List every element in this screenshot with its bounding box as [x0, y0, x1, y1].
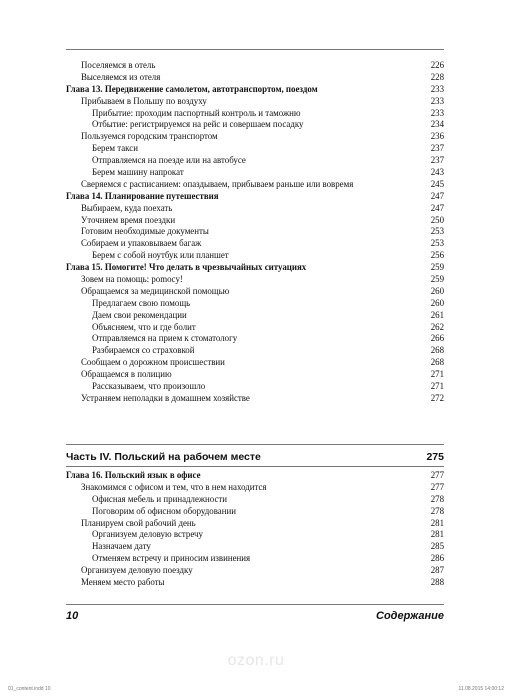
- part-rule-top: [66, 444, 444, 445]
- toc-entry-title: Рассказываем, что произошло: [92, 381, 206, 392]
- toc-entry: [66, 143, 444, 155]
- toc-entry-page: 285: [430, 541, 444, 552]
- toc-entry: [66, 506, 444, 518]
- toc-entry-title: Разбираемся со страховкой: [92, 345, 195, 356]
- toc-entry-page: 261: [430, 309, 444, 320]
- part-heading: [66, 450, 444, 464]
- toc-entry-title: Выбираем, куда поехать: [81, 202, 173, 213]
- toc-entry: [66, 238, 444, 250]
- toc-entry-title: Глава 16. Польский язык в офисе: [66, 470, 201, 480]
- toc-entry-page: 281: [430, 517, 444, 528]
- toc-entry-title: Поселяемся в отель: [81, 60, 156, 70]
- toc-entry-title: Готовим необходимые документы: [81, 226, 209, 237]
- toc-entry: [66, 541, 444, 553]
- toc-chapter-entry: [66, 262, 444, 274]
- toc-entry-page: 278: [430, 493, 444, 504]
- toc-entry-page: 277: [430, 470, 444, 480]
- toc-chapter-entry: [66, 191, 444, 203]
- toc-entry-page: 272: [430, 392, 444, 403]
- toc-entry: [66, 529, 444, 541]
- footer-rule: [66, 604, 444, 605]
- toc-entry-title: Обращаемся в полицию: [81, 369, 172, 380]
- toc-entry: [66, 565, 444, 577]
- toc-entry-title: Предлагаем свою помощь: [92, 297, 191, 308]
- footer-section-title: Содержание: [376, 610, 444, 622]
- toc-entry-page: 271: [430, 369, 444, 380]
- toc-entry-page: 233: [430, 83, 444, 94]
- toc-entry-page: 278: [430, 505, 444, 516]
- toc-entry-title: Отправляемся на прием к стоматологу: [92, 333, 238, 344]
- part-page-number: 275: [426, 451, 444, 463]
- toc-entry-title: Собираем и упаковываем багаж: [81, 238, 202, 249]
- toc-entry-title: Сверяемся с расписанием: опаздываем, прибываем раньше или вовремя: [81, 178, 354, 189]
- toc-entry: [66, 286, 444, 298]
- toc-entry-page: 259: [430, 262, 444, 273]
- toc-chapter-entry: [66, 470, 444, 482]
- toc-entry-title: Отменяем встречу и приносим извинения: [92, 553, 251, 564]
- toc-entry-page: 234: [430, 119, 444, 130]
- toc-entry-page: 260: [430, 297, 444, 308]
- toc-entry-title: Знакомимся с офисом и тем, что в нем находится: [81, 481, 267, 492]
- toc-entry: [66, 310, 444, 322]
- toc-block-chapter-16: [66, 470, 444, 589]
- toc-chapter-entry: [66, 84, 444, 96]
- toc-entry-page: 233: [430, 95, 444, 106]
- toc-entry-page: 287: [430, 565, 444, 576]
- toc-entry: [66, 333, 444, 345]
- toc-entry-page: 286: [430, 553, 444, 564]
- toc-entry-page: 243: [430, 167, 444, 178]
- toc-entry: [66, 72, 444, 84]
- toc-entry-page: 250: [430, 214, 444, 225]
- toc-entry: [66, 494, 444, 506]
- toc-entry-page: 281: [430, 529, 444, 540]
- toc-entry-title: Уточняем время поездки: [81, 214, 176, 225]
- toc-entry-title: Прибываем в Польшу по воздуху: [81, 95, 207, 106]
- toc-block-chapters-13-15: [66, 60, 444, 405]
- toc-entry: [66, 60, 444, 72]
- toc-entry: [66, 119, 444, 131]
- toc-entry-page: 268: [430, 345, 444, 356]
- toc-entry-title: Выселяемся из отеля: [81, 71, 161, 82]
- toc-entry-title: Даем свои рекомендации: [92, 309, 187, 320]
- toc-entry: [66, 203, 444, 215]
- toc-entry: [66, 155, 444, 167]
- part-rule-bottom: [66, 466, 444, 467]
- watermark: ozon.ru: [227, 652, 285, 669]
- toc-entry-title: Обращаемся за медицинской помощью: [81, 285, 230, 296]
- toc-entry-page: 262: [430, 321, 444, 332]
- part-title: Часть IV. Польский на рабочем месте: [66, 451, 261, 463]
- toc-entry-title: Берем с собой ноутбук или планшет: [92, 250, 229, 261]
- toc-entry-title: Поговорим об офисном оборудовании: [92, 505, 236, 516]
- toc-entry-page: 247: [430, 190, 444, 201]
- top-rule: [66, 49, 444, 50]
- toc-entry-page: 271: [430, 381, 444, 392]
- toc-entry: [66, 518, 444, 530]
- toc-entry: [66, 482, 444, 494]
- toc-entry: [66, 167, 444, 179]
- toc-entry: [66, 250, 444, 262]
- toc-entry-title: Глава 13. Передвижение самолетом, автотранспортом, поездом: [66, 83, 318, 94]
- toc-entry-title: Зовем на помощь: pomocy!: [81, 274, 183, 285]
- toc-entry-page: 277: [430, 481, 444, 492]
- toc-entry: [66, 322, 444, 334]
- toc-entry-page: 233: [430, 107, 444, 118]
- toc-entry-title: Организуем деловую встречу: [92, 529, 203, 540]
- toc-entry-page: 237: [430, 143, 444, 154]
- toc-entry-title: Офисная мебель и принадлежности: [92, 493, 228, 504]
- toc-entry-page: 260: [430, 285, 444, 296]
- toc-entry-title: Прибытие: проходим паспортный контроль и таможню: [92, 107, 301, 118]
- toc-entry-title: Берем такси: [92, 143, 138, 154]
- toc-entry-page: 247: [430, 202, 444, 213]
- toc-entry-title: Меняем место работы: [81, 577, 165, 588]
- toc-entry: [66, 215, 444, 227]
- toc-entry: [66, 298, 444, 310]
- toc-entry-title: Объясняем, что и где болит: [92, 321, 196, 332]
- toc-entry-title: Глава 15. Помогите! Что делать в чрезвычайных ситуациях: [66, 262, 307, 273]
- toc-entry: [66, 345, 444, 357]
- toc-entry: [66, 381, 444, 393]
- footer-page-number: 10: [66, 610, 79, 622]
- toc-entry-page: 245: [430, 178, 444, 189]
- toc-entry-page: 253: [430, 238, 444, 249]
- toc-entry: [66, 179, 444, 191]
- print-slug-date: 11.08.2015 14:00:12: [458, 686, 504, 692]
- toc-entry-title: Отбытие: регистрируемся на рейс и совершаем посадку: [92, 119, 304, 130]
- toc-entry: [66, 553, 444, 565]
- toc-entry-page: 253: [430, 226, 444, 237]
- toc-entry-title: Глава 14. Планирование путешествия: [66, 190, 219, 201]
- toc-entry-page: 226: [430, 60, 444, 70]
- toc-entry-title: Планируем свой рабочий день: [81, 517, 196, 528]
- toc-entry-page: 268: [430, 357, 444, 368]
- table-of-contents: [66, 60, 444, 405]
- toc-entry-page: 288: [430, 577, 444, 588]
- toc-entry: [66, 393, 444, 405]
- toc-entry-title: Сообщаем о дорожном происшествии: [81, 357, 225, 368]
- toc-entry-page: 266: [430, 333, 444, 344]
- toc-entry-title: Назначаем дату: [92, 541, 151, 552]
- toc-entry: [66, 369, 444, 381]
- toc-entry-page: 236: [430, 131, 444, 142]
- toc-entry: [66, 226, 444, 238]
- toc-entry-title: Отправляемся на поезде или на автобусе: [92, 155, 246, 166]
- toc-entry: [66, 131, 444, 143]
- toc-entry-title: Берем машину напрокат: [92, 167, 184, 178]
- toc-entry: [66, 577, 444, 589]
- toc-entry-page: 259: [430, 274, 444, 285]
- toc-entry-title: Пользуемся городским транспортом: [81, 131, 218, 142]
- toc-entry-page: 237: [430, 155, 444, 166]
- toc-entry: [66, 96, 444, 108]
- print-slug-file: 01_content.indd 10: [8, 686, 51, 692]
- toc-entry: [66, 357, 444, 369]
- toc-entry: [66, 274, 444, 286]
- toc-entry-page: 228: [430, 71, 444, 82]
- toc-entry-title: Организуем деловую поездку: [81, 565, 193, 576]
- toc-entry: [66, 108, 444, 120]
- toc-entry-title: Устраняем неполадки в домашнем хозяйстве: [81, 392, 250, 403]
- toc-entry-page: 256: [430, 250, 444, 261]
